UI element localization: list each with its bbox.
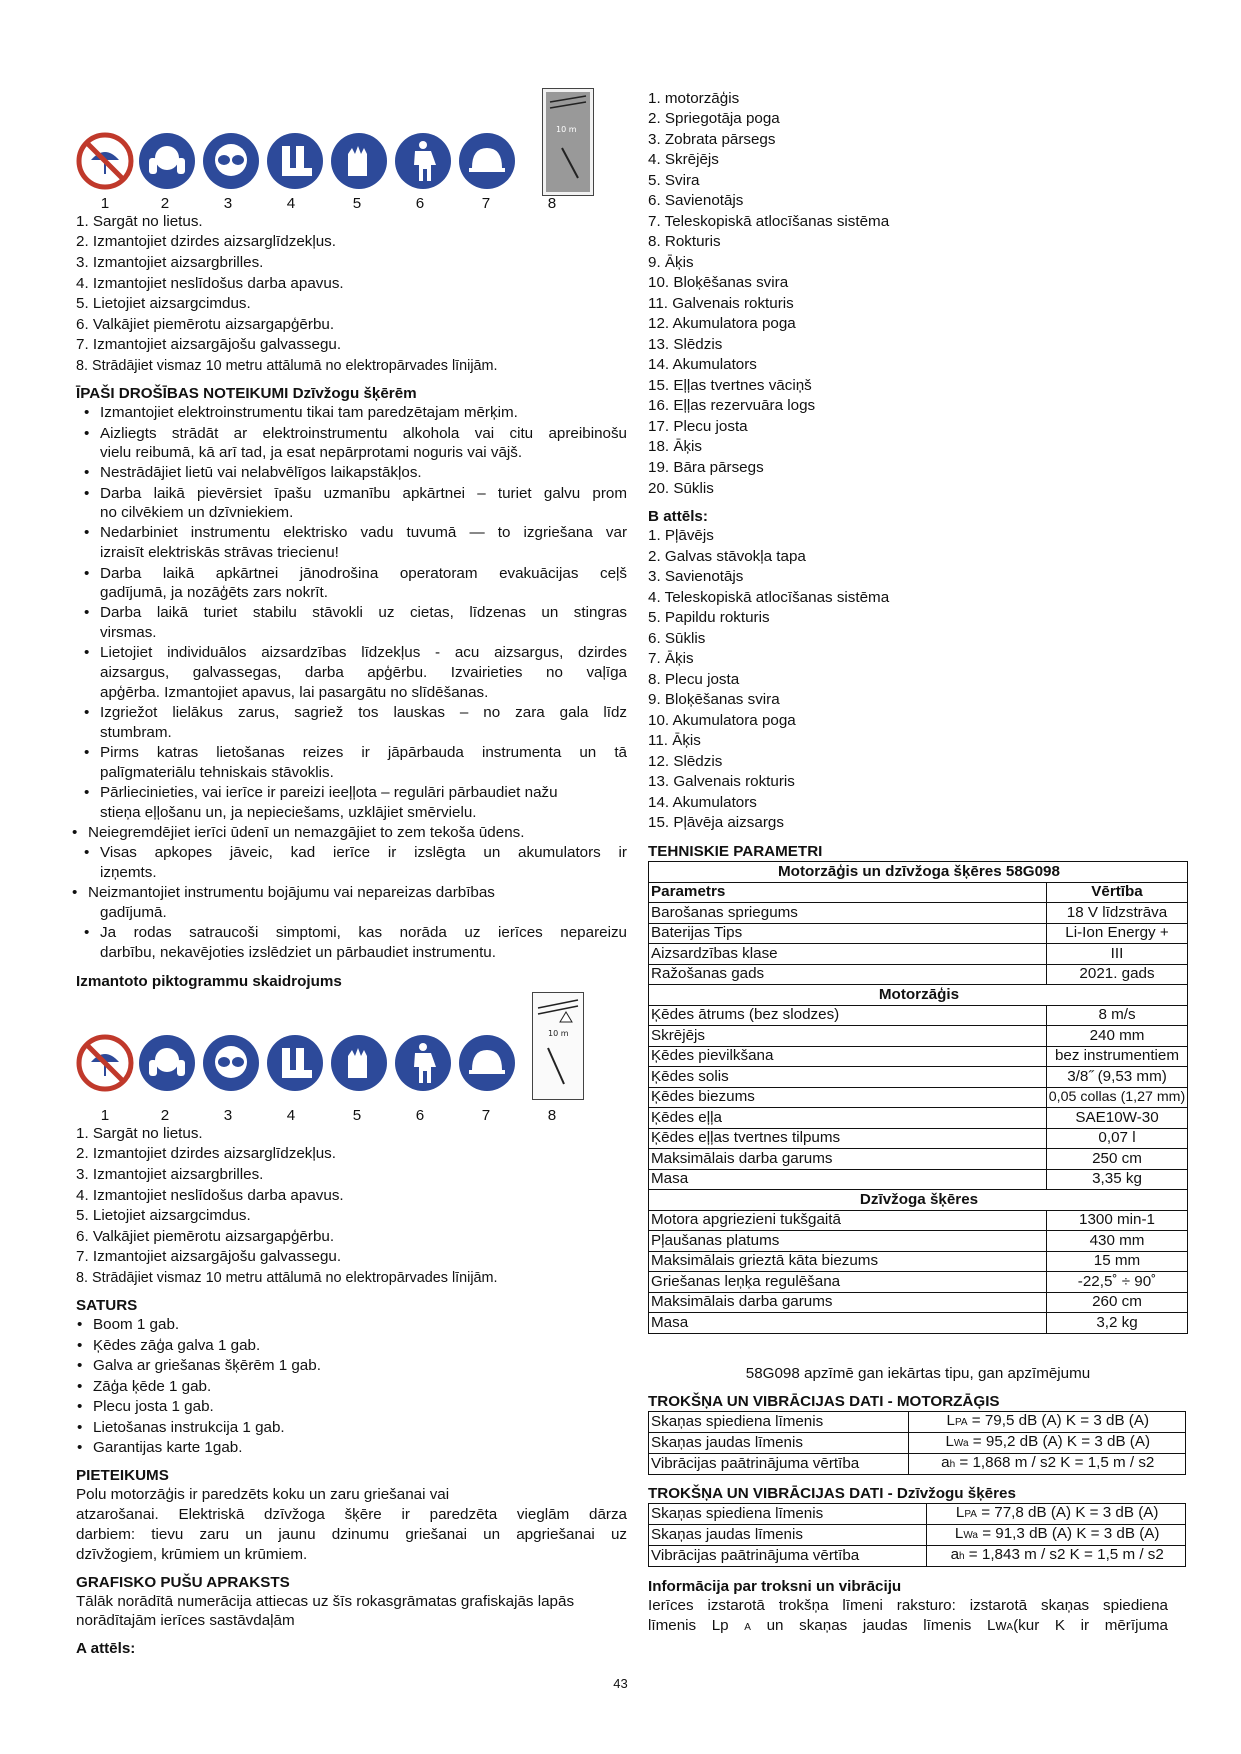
noise-param: Skaņas jaudas līmenis [649, 1433, 909, 1454]
fig-b-item: 4. Teleskopiskā atlocīšanas sistēma [648, 589, 890, 606]
contents-item: • Zāģa ķēde 1 gab. [93, 1378, 211, 1396]
fig-b-item: 2. Galvas stāvokļa tapa [648, 548, 806, 565]
gloves-icon [330, 1034, 388, 1092]
tech-params-table [648, 861, 1188, 1334]
safety-rule: • Aizliegts strādāt ar elektroinstrumentu alkohola vai citu apreibinošu [100, 425, 627, 443]
fig-a-item: 9. Āķis [648, 254, 694, 271]
picto-item: 5. Lietojiet aizsargcimdus. [76, 1207, 251, 1224]
param-name: Ķēdes biezums [649, 1087, 1047, 1108]
table-row [649, 1272, 1188, 1293]
info-text-part: un skaņas jaudas līmenis Lw [750, 1617, 1007, 1634]
picto-item: 1. Sargāt no lietus. [76, 213, 203, 230]
safety-rule: • Nestrādājiet lietū vai nelabvēlīgos laikapstākļos. [100, 464, 422, 482]
param-value: 8 m/s [1047, 1005, 1188, 1026]
picto-item: 2. Izmantojiet dzirdes aizsarglīdzekļus. [76, 1145, 336, 1162]
fig-a-item: 2. Spriegotāja poga [648, 110, 780, 127]
safety-boots-icon [266, 132, 324, 190]
graphic-desc-text: Tālāk norādītā numerācija attiecas uz šīs rokasgrāmatas grafiskajās lapās [76, 1593, 575, 1610]
tech-table-title: Motorzāģis un dzīvžoga šķēres 58G098 [649, 862, 1188, 883]
application-text: Polu motorzāģis ir paredzēts koku un zaru griešanai vai [76, 1486, 450, 1503]
noise-saw-table [648, 1411, 1186, 1475]
picto-item: 5. Lietojiet aizsargcimdus. [76, 295, 251, 312]
param-name: Ķēdes eļļa [649, 1108, 1047, 1129]
table-row [649, 1231, 1188, 1252]
info-heading: Informācija par troksni un vibrāciju [648, 1578, 902, 1595]
picto-item: 8. Strādājiet vismaz 10 metru attālumā no elektropārvades līnijām. [76, 1270, 498, 1286]
picto-number: 6 [415, 195, 425, 212]
table-row [649, 1546, 1186, 1567]
info-subscript: A [1006, 1622, 1014, 1633]
special-safety-heading: ĪPAŠI DROŠĪBAS NOTEIKUMI Dzīvžogu šķērēm [76, 385, 417, 402]
safety-rule-cont: darbību, nekavējoties izslēdziet un pārbaudiet instrumentu. [100, 944, 496, 961]
table-row [649, 1046, 1188, 1067]
table-row [649, 1525, 1186, 1546]
picto-item: 1. Sargāt no lietus. [76, 1125, 203, 1142]
contents-item: • Ķēdes zāģa galva 1 gab. [93, 1337, 260, 1355]
table-row [649, 1087, 1188, 1108]
fig-b-item: 9. Bloķēšanas svira [648, 691, 780, 708]
param-name: Ķēdes pievilkšana [649, 1046, 1047, 1067]
safety-rule: • Pirms katras lietošanas reizes ir jāpārbauda instrumenta un tā [100, 744, 627, 762]
table-row [649, 1067, 1188, 1088]
safety-rule: • Visas apkopes jāveic, kad ierīce ir izslēgta un akumulators ir [100, 844, 627, 862]
fig-a-item: 7. Teleskopiskā atlocīšanas sistēma [648, 213, 890, 230]
picto-item: 7. Izmantojiet aizsargājošu galvassegu. [76, 1248, 342, 1265]
param-name: Masa [649, 1169, 1047, 1190]
param-name: Ķēdes eļļas tvertnes tilpums [649, 1128, 1047, 1149]
fig-b-item: 12. Slēdzis [648, 753, 723, 770]
pictogram-legend-heading: Izmantoto piktogrammu skaidrojums [76, 973, 342, 990]
power-line-distance-icon [542, 88, 594, 196]
safety-rule: • Darba laikā apkārtnei jānodrošina operatoram evakuācijas ceļš [100, 565, 627, 583]
table-row [649, 964, 1188, 985]
ear-protection-icon [138, 132, 196, 190]
table-row [649, 1313, 1188, 1334]
param-name: Aizsardzības klase [649, 944, 1047, 965]
table-row [649, 1454, 1186, 1475]
table-row [649, 1251, 1188, 1272]
noise-subscript: Wa [953, 1438, 969, 1449]
application-heading: PIETEIKUMS [76, 1467, 169, 1484]
picto-item: 2. Izmantojiet dzirdes aizsarglīdzekļus. [76, 233, 336, 250]
noise-value [927, 1546, 1186, 1567]
contents-item: • Boom 1 gab. [93, 1316, 179, 1334]
noise-symbol: a [941, 1454, 950, 1471]
safety-rule-cont: no cilvēkiem un dzīvniekiem. [100, 504, 294, 521]
picto-item: 3. Izmantojiet aizsargbrilles. [76, 1166, 264, 1183]
application-text: darbiem: tievu zaru un jaunu dzinumu griešanai un apgriešanai uz [76, 1526, 627, 1543]
no-rain-icon [76, 132, 134, 190]
picto-number: 8 [547, 1107, 557, 1124]
safety-rule: • Neizmantojiet instrumentu bojājumu vai nepareizas darbības [88, 884, 495, 902]
param-name: Motora apgriezieni tukšgaitā [649, 1210, 1047, 1231]
noise-subscript: PA [964, 1509, 977, 1520]
pictogram-numbers-bottom [76, 1107, 628, 1125]
param-value: 0,05 collas (1,27 mm) [1047, 1087, 1188, 1108]
sign-text: 10 m [556, 125, 577, 134]
graphic-desc-heading: GRAFISKO PUŠU APRAKSTS [76, 1574, 290, 1591]
picto-number: 7 [481, 195, 491, 212]
picto-number: 2 [160, 1107, 170, 1124]
noise-hedge-table [648, 1503, 1186, 1567]
table-row [649, 1026, 1188, 1047]
fig-a-item: 12. Akumulatora poga [648, 315, 796, 332]
safety-boots-icon [266, 1034, 324, 1092]
safety-rule-cont: izraisīt elektriskās strāvas triecienu! [100, 544, 339, 561]
picto-number: 7 [481, 1107, 491, 1124]
fig-a-item: 8. Rokturis [648, 233, 721, 250]
power-line-distance-icon [532, 992, 584, 1100]
safety-rule: • Darba laikā turiet stabilu stāvokli uz cietas, līdzenas un stingras [100, 604, 627, 622]
safety-rule-cont: stumbram. [100, 724, 172, 741]
gloves-icon [330, 132, 388, 190]
noise-rest: = 1,868 m / s2 K = 1,5 m / s2 [955, 1454, 1155, 1471]
fig-b-item: 5. Papildu rokturis [648, 609, 770, 626]
helmet-icon [458, 132, 516, 190]
fig-a-item: 13. Slēdzis [648, 336, 723, 353]
table-row [649, 1108, 1188, 1129]
param-value: 15 mm [1047, 1251, 1188, 1272]
fig-a-item: 3. Zobrata pārsegs [648, 131, 776, 148]
fig-a-item: 5. Svira [648, 172, 700, 189]
fig-b-item: 15. Pļāvēja aizsargs [648, 814, 784, 831]
fig-a-item: 6. Savienotājs [648, 192, 744, 209]
tech-note: 58G098 apzīmē gan iekārtas tipu, gan apzīmējumu [745, 1365, 1091, 1382]
noise-subscript: PA [954, 1417, 968, 1428]
tech-heading: TEHNISKIE PARAMETRI [648, 843, 823, 860]
picto-item: 4. Izmantojiet neslīdošus darba apavus. [76, 1187, 344, 1204]
safety-rule-cont: apģērba. Izmantojiet apavus, lai pasargātu no slīdēšanas. [100, 684, 489, 701]
picto-number: 4 [286, 195, 296, 212]
picto-item: 6. Valkājiet piemērotu aizsargapģērbu. [76, 316, 335, 333]
safety-rule: • Darba laikā pievērsiet īpašu uzmanību apkārtnei – turiet galvu prom [100, 485, 627, 503]
contents-item: • Lietošanas instrukcija 1 gab. [93, 1419, 285, 1437]
safety-goggles-icon [202, 132, 260, 190]
param-value: 260 cm [1047, 1292, 1188, 1313]
table-row [649, 1433, 1186, 1454]
contents-item: • Galva ar griešanas šķērēm 1 gab. [93, 1357, 321, 1375]
safety-rule-cont: stieņa eļļošanu un, ja nepieciešams, uzklājiet smērvielu. [100, 804, 477, 821]
fig-a-item: 17. Plecu josta [648, 418, 748, 435]
noise-saw-heading: TROKŠŅA UN VIBRĀCIJAS DATI - MOTORZĀĢIS [648, 1393, 1000, 1410]
table-row [649, 1169, 1188, 1190]
noise-symbol: L [954, 1525, 964, 1542]
safety-goggles-icon [202, 1034, 260, 1092]
param-name: Griešanas leņķa regulēšana [649, 1272, 1047, 1293]
safety-rule: • Izmantojiet elektroinstrumentu tikai tam paredzētajam mērķim. [100, 404, 518, 422]
pictogram-row-top [76, 88, 628, 198]
noise-rest: = 91,3 dB (A) K = 3 dB (A) [977, 1525, 1160, 1542]
safety-rule-cont: vielu reibumā, kā arī tad, ja esat nepārprotami noguris vai vājš. [100, 444, 523, 461]
info-text-part: līmenis Lp [648, 1617, 745, 1634]
param-value: III [1047, 944, 1188, 965]
noise-symbol: a [950, 1546, 960, 1563]
table-row [649, 1412, 1186, 1433]
contents-heading: SATURS [76, 1297, 138, 1314]
noise-rest: = 77,8 dB (A) K = 3 dB (A) [976, 1504, 1159, 1521]
fig-b-item: 14. Akumulators [648, 794, 757, 811]
safety-rule: • Neiegremdējiet ierīci ūdenī un nemazgājiet to zem tekoša ūdens. [88, 824, 524, 842]
fig-a-item: 15. Eļļas tvertnes vāciņš [648, 377, 812, 394]
noise-param: Skaņas spiediena līmenis [649, 1412, 909, 1433]
table-row [649, 1128, 1188, 1149]
fig-a-item: 10. Bloķēšanas svira [648, 274, 789, 291]
noise-value [908, 1433, 1185, 1454]
safety-rule: • Lietojiet individuālos aizsardzības līdzekļus - acu aizsargus, dzirdes [100, 644, 627, 662]
fig-b-item: 1. Pļāvējs [648, 527, 714, 544]
fig-a-item: 11. Galvenais rokturis [648, 295, 794, 312]
param-value: 430 mm [1047, 1231, 1188, 1252]
param-value: 3,35 kg [1047, 1169, 1188, 1190]
param-value: bez instrumentiem [1047, 1046, 1188, 1067]
helmet-icon [458, 1034, 516, 1092]
noise-subscript: h [959, 1551, 965, 1562]
pictogram-numbers-top [76, 195, 628, 213]
table-row [649, 923, 1188, 944]
safety-rule: • Pārliecinieties, vai ierīce ir pareizi ieeļļota – regulāri pārbaudiet nažu [100, 784, 558, 802]
graphic-desc-text: norādītajām ierīces sastāvdaļām [76, 1612, 295, 1629]
info-text: Ierīces izstarotā trokšņa līmeni raksturo: izstarotā skaņas spiediena [648, 1597, 1168, 1614]
noise-param: Vibrācijas paātrinājuma vērtība [649, 1546, 927, 1567]
param-value: 240 mm [1047, 1026, 1188, 1047]
param-name: Maksimālais darba garums [649, 1149, 1047, 1170]
fig-a-item: 14. Akumulators [648, 356, 757, 373]
info-text-part: (kur K ir mērījuma [1013, 1617, 1169, 1634]
noise-subscript: h [949, 1459, 956, 1470]
param-name: Ķēdes ātrums (bez slodzes) [649, 1005, 1047, 1026]
safety-rule-cont: izņemts. [100, 864, 157, 881]
safety-rule: • Nedarbiniet instrumentu elektrisko vadu tuvumā — to izgriešana var [100, 524, 627, 542]
param-value: 3/8˝ (9,53 mm) [1047, 1067, 1188, 1088]
safety-rule: • Izgriežot lielākus zarus, sagriež tos lauskas – no zara gala līdz [100, 704, 627, 722]
saw-section-heading: Motorzāģis [649, 985, 1188, 1006]
fig-b-item: 6. Sūklis [648, 630, 706, 647]
table-row [649, 1210, 1188, 1231]
fig-a-item: 20. Sūklis [648, 480, 714, 497]
param-name: Skrējējs [649, 1026, 1047, 1047]
fig-b-item: 8. Plecu josta [648, 671, 740, 688]
picto-item: 8. Strādājiet vismaz 10 metru attālumā no elektropārvades līnijām. [76, 358, 498, 374]
noise-symbol: L [955, 1504, 965, 1521]
noise-value [908, 1412, 1185, 1433]
picto-number: 2 [160, 195, 170, 212]
safety-rule-cont: gadījumā, ja nozāģēts zars nokrīt. [100, 584, 328, 601]
param-name: Maksimālais darba garums [649, 1292, 1047, 1313]
table-row [649, 944, 1188, 965]
noise-param: Vibrācijas paātrinājuma vērtība [649, 1454, 909, 1475]
param-value: 18 V līdzstrāva [1047, 903, 1188, 924]
table-row [649, 1504, 1186, 1525]
fig-b-item: 3. Savienotājs [648, 568, 744, 585]
noise-value [927, 1504, 1186, 1525]
safety-rule: • Ja rodas satraucoši simptomi, kas norāda uz ierīces nepareizu [100, 924, 627, 942]
info-text [648, 1617, 1168, 1637]
fig-b-item: 13. Galvenais rokturis [648, 773, 795, 790]
param-name: Baterijas Tips [649, 923, 1047, 944]
param-name: Pļaušanas platums [649, 1231, 1047, 1252]
param-name: Ķēdes solis [649, 1067, 1047, 1088]
table-row [649, 1292, 1188, 1313]
fig-b-heading: B attēls: [648, 508, 708, 525]
safety-rule-cont: palīgmateriālu tehniskais stāvoklis. [100, 764, 334, 781]
info-subscript: A [744, 1622, 751, 1633]
safety-rule-cont: gadījumā. [100, 904, 167, 921]
safety-rule-cont: virsmas. [100, 624, 157, 641]
col-header-param: Parametrs [649, 882, 1047, 903]
fig-b-item: 10. Akumulatora poga [648, 712, 796, 729]
noise-value [927, 1525, 1186, 1546]
picto-number: 6 [415, 1107, 425, 1124]
fig-a-item: 4. Skrējējs [648, 151, 719, 168]
pictogram-row-bottom [76, 992, 628, 1102]
picto-number: 3 [223, 195, 233, 212]
protective-clothing-icon [394, 1034, 452, 1092]
page-number: 43 [613, 1676, 628, 1691]
param-name: Ražošanas gads [649, 964, 1047, 985]
picto-item: 3. Izmantojiet aizsargbrilles. [76, 254, 264, 271]
picto-number: 5 [352, 195, 362, 212]
param-value: 250 cm [1047, 1149, 1188, 1170]
noise-rest: = 79,5 dB (A) K = 3 dB (A) [967, 1412, 1150, 1429]
param-name: Maksimālais grieztā kāta biezums [649, 1251, 1047, 1272]
fig-b-item: 11. Āķis [648, 732, 701, 749]
picto-number: 4 [286, 1107, 296, 1124]
application-text: atzarošanai. Elektriskā dzīvžoga šķēre ir paredzēta vieglām dārza [76, 1506, 627, 1523]
noise-param: Skaņas jaudas līmenis [649, 1525, 927, 1546]
fig-b-item: 7. Āķis [648, 650, 694, 667]
param-value: SAE10W-30 [1047, 1108, 1188, 1129]
param-value: 3,2 kg [1047, 1313, 1188, 1334]
param-value: 2021. gads [1047, 964, 1188, 985]
table-row [649, 1005, 1188, 1026]
sign-text: 10 m [548, 1029, 569, 1038]
param-value: 1300 min-1 [1047, 1210, 1188, 1231]
noise-symbol: L [946, 1412, 955, 1429]
picto-item: 6. Valkājiet piemērotu aizsargapģērbu. [76, 1228, 335, 1245]
param-name: Masa [649, 1313, 1047, 1334]
hedge-section-heading: Dzīvžoga šķēres [649, 1190, 1188, 1211]
protective-clothing-icon [394, 132, 452, 190]
fig-a-heading: A attēls: [76, 1640, 136, 1657]
param-value: Li-Ion Energy + [1047, 923, 1188, 944]
noise-subscript: Wa [963, 1530, 978, 1541]
param-value: -22,5˚ ÷ 90˚ [1047, 1272, 1188, 1293]
no-rain-icon [76, 1034, 134, 1092]
picto-number: 8 [547, 195, 557, 212]
ear-protection-icon [138, 1034, 196, 1092]
picto-number: 1 [100, 1107, 110, 1124]
application-text: dzīvžogiem, krūmiem un krūmiem. [76, 1546, 308, 1563]
picto-number: 5 [352, 1107, 362, 1124]
table-row [649, 1149, 1188, 1170]
noise-value [908, 1454, 1185, 1475]
param-value: 0,07 l [1047, 1128, 1188, 1149]
noise-symbol: L [945, 1433, 954, 1450]
safety-rule-cont: aizsargus, galvassegas, darba apģērbu. Izvairieties no vaļīga [100, 664, 627, 681]
fig-a-item: 19. Bāra pārsegs [648, 459, 764, 476]
table-row [649, 903, 1188, 924]
contents-item: • Plecu josta 1 gab. [93, 1398, 214, 1416]
noise-param: Skaņas spiediena līmenis [649, 1504, 927, 1525]
noise-rest: = 1,843 m / s2 K = 1,5 m / s2 [964, 1546, 1164, 1563]
picto-item: 7. Izmantojiet aizsargājošu galvassegu. [76, 336, 342, 353]
fig-a-item: 1. motorzāģis [648, 90, 740, 107]
fig-a-item: 16. Eļļas rezervuāra logs [648, 397, 816, 414]
col-header-value: Vērtība [1047, 882, 1188, 903]
picto-number: 1 [100, 195, 110, 212]
fig-a-item: 18. Āķis [648, 438, 703, 455]
picto-number: 3 [223, 1107, 233, 1124]
picto-item: 4. Izmantojiet neslīdošus darba apavus. [76, 275, 344, 292]
contents-item: • Garantijas karte 1gab. [93, 1439, 242, 1457]
noise-hedge-heading: TROKŠŅA UN VIBRĀCIJAS DATI - Dzīvžogu šķēres [648, 1485, 1016, 1502]
param-name: Barošanas spriegums [649, 903, 1047, 924]
noise-rest: = 95,2 dB (A) K = 3 dB (A) [968, 1433, 1151, 1450]
